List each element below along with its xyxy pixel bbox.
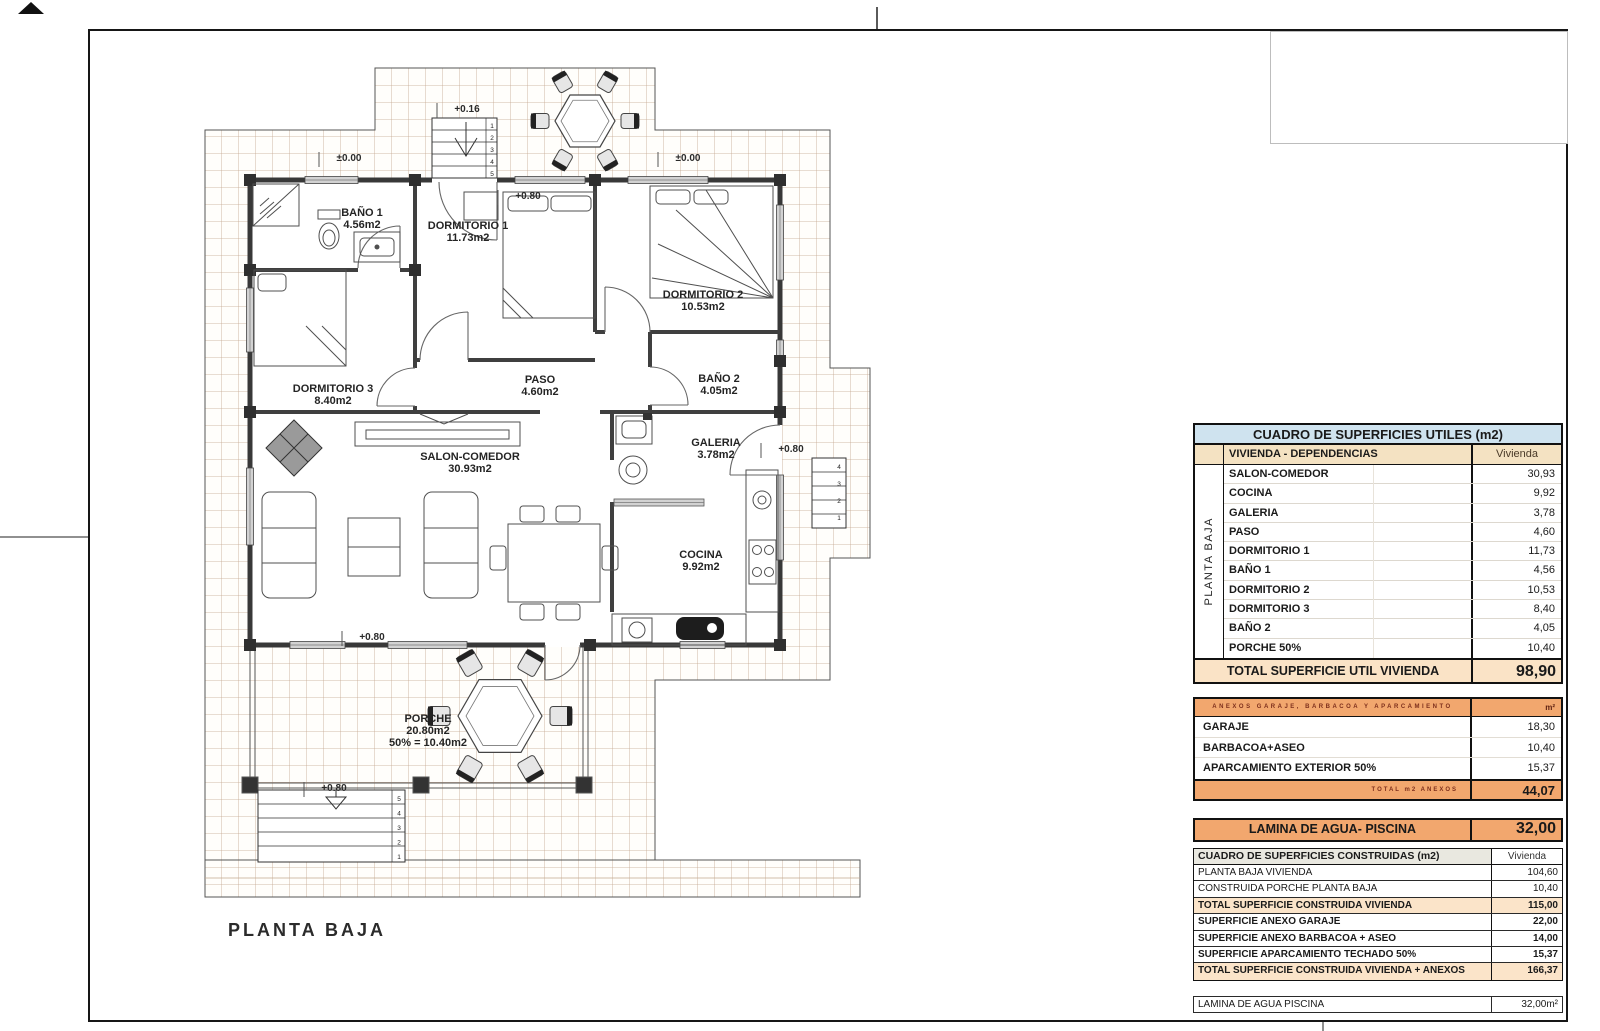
table-row: [1195, 738, 1561, 759]
row-label: APARCAMIENTO EXTERIOR 50%: [1203, 762, 1377, 775]
room-label: COCINA 9.92m2: [679, 549, 723, 573]
row-label: BARBACOA+ASEO: [1203, 741, 1305, 754]
table-title: CUADRO DE SUPERFICIES CONSTRUIDAS (m2): [1194, 849, 1491, 864]
row-value: 14,00: [1491, 931, 1562, 946]
row-value: 9,92: [1471, 484, 1561, 502]
piscina-label: LAMINA DE AGUA- PISCINA: [1248, 822, 1417, 836]
step-number: 5: [490, 171, 494, 178]
galeria-glazing: [614, 499, 704, 506]
row-value: 4,56: [1471, 561, 1561, 579]
room-label: DORMITORIO 2 10.53m2: [662, 289, 744, 313]
step-number: 3: [490, 147, 494, 154]
table-row: [1224, 581, 1561, 600]
table-row: [1194, 898, 1562, 914]
row-label: SUPERFICIE ANEXO GARAJE: [1198, 916, 1341, 928]
table-row: [1224, 465, 1561, 484]
table-row: [1195, 758, 1561, 779]
row-label: DORMITORIO 3: [1229, 603, 1310, 616]
room-label: BAÑO 1 4.56m2: [341, 207, 383, 231]
room-label: DORMITORIO 1 11.73m2: [427, 220, 509, 244]
table-row: [1224, 639, 1561, 658]
table-row: [1224, 484, 1561, 503]
row-label: GALERIA: [1229, 506, 1279, 519]
table-body: [1195, 465, 1561, 658]
table-superficies-utiles: [1193, 423, 1563, 684]
pillar-icon: [409, 174, 421, 186]
table-row: [1194, 914, 1562, 930]
step-number: 3: [837, 481, 841, 488]
row-lamina-agua-piscina: [1193, 818, 1563, 842]
row-label: DORMITORIO 2: [1229, 583, 1310, 596]
pillar-icon: [589, 174, 601, 186]
column-header-dependencias: VIVIENDA - DEPENDENCIAS: [1229, 448, 1378, 460]
pillar-icon: [774, 406, 786, 418]
room-label: PASO 4.60m2: [521, 374, 559, 398]
row-label: SUPERFICIE ANEXO BARBACOA + ASEO: [1198, 932, 1397, 944]
total-value: 44,07: [1470, 781, 1561, 799]
row-label: PASO: [1229, 525, 1260, 538]
row-value: 3,78: [1471, 504, 1561, 522]
table-header-row: [1195, 445, 1561, 465]
table-header-row: [1195, 699, 1561, 717]
step-number: 4: [397, 810, 401, 818]
row-value: 15,37: [1470, 758, 1561, 779]
step-number: 2: [397, 839, 401, 847]
level-marker-zero-left: ±0.00: [336, 153, 362, 164]
level-marker-plus080-salon: +0.80: [359, 632, 385, 643]
window-icon: [388, 642, 467, 649]
room-label: SALON-COMEDOR 30.93m2: [420, 451, 520, 475]
step-number: 1: [397, 854, 401, 861]
room-label: PORCHE 20.80m2 50% = 10.40m2: [389, 713, 467, 749]
table-row: [1194, 963, 1562, 979]
table-row: [1224, 542, 1561, 561]
total-value: 98,90: [1471, 660, 1561, 682]
row-label: SALON-COMEDOR: [1229, 468, 1329, 480]
table-row: [1224, 523, 1561, 542]
row-label: CONSTRUIDA PORCHE PLANTA BAJA: [1198, 883, 1378, 895]
table-row: [1194, 931, 1562, 947]
pillar-icon: [244, 406, 256, 418]
group-column-header: [1195, 445, 1224, 464]
step-number: 3: [397, 825, 401, 832]
terrace-bottom-strip: [205, 860, 860, 897]
row-label: PLANTA BAJA VIVIENDA: [1198, 867, 1313, 878]
pillar-icon: [409, 264, 421, 276]
window-icon: [777, 205, 784, 280]
row-value: 4,05: [1471, 619, 1561, 637]
chair-icon: [531, 114, 549, 129]
table-row: [1194, 865, 1562, 881]
window-icon: [515, 177, 585, 184]
level-marker-plus080-galeria: +0.80: [778, 444, 804, 455]
row-lamina-agua-piscina-bottom: [1193, 996, 1563, 1013]
level-marker-zero-right: ±0.00: [675, 153, 701, 164]
window-icon: [290, 642, 345, 649]
table-title: CUADRO DE SUPERFICIES UTILES (m2): [1195, 425, 1561, 445]
total-label: TOTAL m2 ANEXOS: [1371, 786, 1458, 793]
row-label: DORMITORIO 1: [1229, 545, 1310, 558]
window-icon: [305, 177, 358, 184]
stairs-top: [432, 118, 497, 178]
row-value: 166,37: [1491, 963, 1562, 979]
level-marker-plus080-entrance: +0.80: [515, 191, 541, 202]
row-label: BAÑO 2: [1229, 622, 1271, 635]
page-title: PLANTA BAJA: [228, 920, 386, 940]
row-value: 104,60: [1491, 865, 1562, 880]
step-number: 1: [490, 123, 494, 130]
pillar-icon: [584, 639, 596, 651]
level-marker-plus080-porch: +0.80: [321, 783, 347, 794]
lamina-label: LAMINA DE AGUA PISCINA: [1198, 999, 1325, 1010]
table-row: [1224, 561, 1561, 580]
room-label: BAÑO 2 4.05m2: [698, 373, 740, 397]
chair-icon: [621, 114, 639, 129]
row-label: TOTAL SUPERFICIE CONSTRUIDA VIVIENDA + ANEXOS: [1198, 965, 1465, 977]
table-superficies-construidas: [1193, 848, 1563, 981]
row-value: 10,40: [1470, 738, 1561, 758]
chair-icon: [550, 707, 572, 726]
window-icon: [628, 177, 708, 184]
room-label: GALERIA 3.78m2: [691, 437, 741, 461]
row-value: 115,00: [1491, 898, 1562, 913]
level-marker-plus016-top: +0.16: [454, 104, 480, 115]
pillar-icon: [244, 639, 256, 651]
table-row: [1224, 600, 1561, 619]
room-label: DORMITORIO 3 8.40m2: [292, 383, 374, 407]
row-value: 10,53: [1471, 581, 1561, 599]
piscina-value: 32,00: [1470, 820, 1561, 840]
table-row: [1224, 504, 1561, 523]
row-value: 30,93: [1471, 465, 1561, 483]
total-label: TOTAL SUPERFICIE UTIL VIVIENDA: [1226, 663, 1440, 678]
pillar-icon: [774, 639, 786, 651]
window-icon: [247, 288, 254, 352]
row-label: BAÑO 1: [1229, 564, 1271, 577]
column-header-vivienda: Vivienda: [1471, 445, 1561, 464]
table-row: [1195, 717, 1561, 738]
pillar-icon: [774, 174, 786, 186]
table-anexos: [1193, 697, 1563, 801]
table-row: [1194, 881, 1562, 897]
vertical-label: PLANTA BAJA: [1203, 517, 1215, 606]
pillar-icon: [774, 355, 786, 367]
stairs-right: [812, 458, 846, 528]
step-number: 4: [837, 464, 841, 471]
step-number: 2: [837, 498, 841, 505]
stairs-bottom: [258, 790, 405, 862]
row-label: GARAJE: [1203, 721, 1249, 733]
row-label: SUPERFICIE APARCAMIENTO TECHADO 50%: [1198, 948, 1417, 960]
total-row: [1195, 658, 1561, 682]
column-header-vivienda: Vivienda: [1491, 849, 1562, 864]
table-row: [1224, 619, 1561, 638]
total-row: [1195, 779, 1561, 799]
anexos-header-label: ANEXOS GARAJE, BARBACOA Y APARCAMIENTO: [1212, 704, 1453, 710]
row-value: 8,40: [1471, 600, 1561, 618]
row-value: 22,00: [1491, 914, 1562, 929]
row-value: 10,40: [1471, 639, 1561, 658]
step-number: 5: [397, 796, 401, 803]
row-value: 10,40: [1491, 881, 1562, 896]
window-icon: [247, 468, 254, 545]
group-label-planta-baja: [1195, 465, 1224, 658]
table-row: [1194, 947, 1562, 963]
row-value: 18,30: [1470, 717, 1561, 737]
anexos-header-unit: m²: [1470, 699, 1561, 716]
row-label: PORCHE 50%: [1229, 641, 1302, 654]
row-label: TOTAL SUPERFICIE CONSTRUIDA VIVIENDA: [1198, 899, 1413, 911]
lamina-value: 32,00m²: [1491, 997, 1562, 1012]
step-number: 4: [490, 159, 494, 166]
step-number: 1: [837, 515, 841, 522]
row-label: COCINA: [1229, 487, 1273, 500]
row-value: 11,73: [1471, 542, 1561, 560]
step-number: 2: [490, 135, 494, 142]
row-value: 4,60: [1471, 523, 1561, 541]
table-header-row: [1194, 849, 1562, 865]
row-value: 15,37: [1491, 947, 1562, 962]
